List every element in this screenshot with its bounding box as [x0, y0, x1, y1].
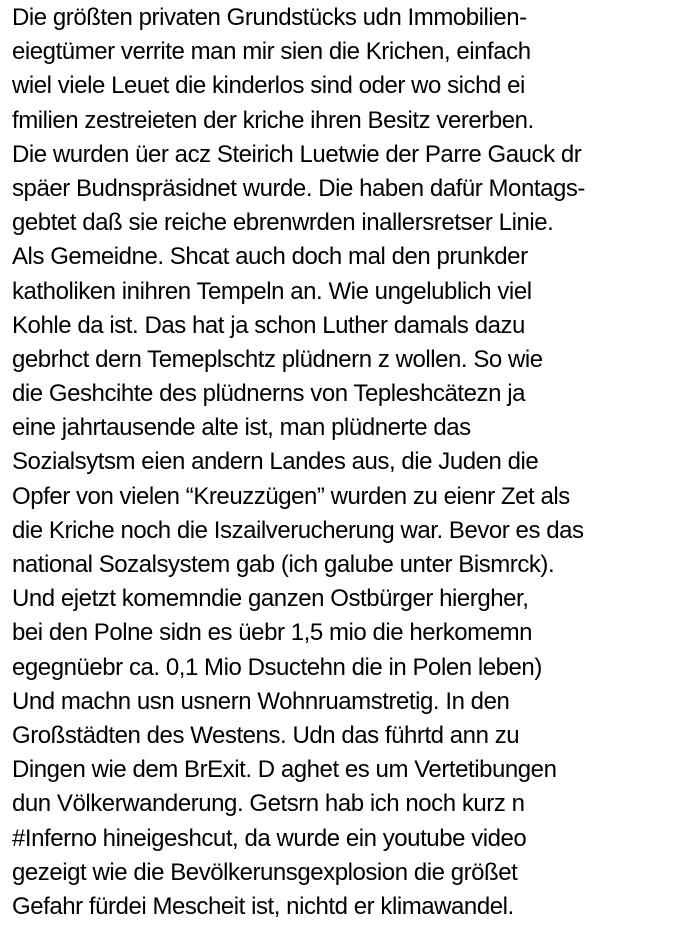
- text-line: gezeigt wie die Bevölkerunsgexplosion die größet: [12, 858, 518, 886]
- text-line: Dingen wie dem BrExit. D aghet es um Vertetibungen: [12, 756, 557, 784]
- text-line: Als Gemeidne. Shcat auch doch mal den prunkder: [12, 243, 528, 271]
- text-line: späer Budnspräsidnet wurde. Die haben dafür Montags-: [12, 174, 585, 202]
- text-line: #Inferno hineigeshcut, da wurde ein youtube video: [12, 824, 527, 852]
- text-line: fmilien zestreieten der kriche ihren Besitz vererben.: [12, 106, 534, 134]
- text-line: egegnüebr ca. 0,1 Mio Dsuctehn die in Polen leben): [12, 653, 542, 681]
- text-line: katholiken inihren Tempeln an. Wie ungelublich viel: [12, 277, 532, 305]
- text-line: eine jahrtausende alte ist, man plüdnerte das: [12, 414, 471, 442]
- text-line: Opfer von vielen “Kreuzzügen” wurden zu eienr Zet als: [12, 482, 570, 510]
- text-line: wiel viele Leuet die kinderlos sind oder wo sichd ei: [12, 72, 525, 100]
- text-line: die Geshcihte des plüdnerns von Tepleshcätezn ja: [12, 380, 525, 408]
- text-line: gebrhct dern Temeplschtz plüdnern z wollen. So wie: [12, 345, 543, 373]
- text-line: Und machn usn usnern Wohnruamstretig. In den: [12, 687, 510, 715]
- text-line: eiegtümer verrite man mir sien die Krichen, einfach: [12, 38, 531, 66]
- text-line: Gefahr fürdei Mescheit ist, nichtd er klimawandel.: [12, 892, 514, 920]
- text-line: Kohle da ist. Das hat ja schon Luther damals dazu: [12, 311, 525, 339]
- text-line: Großstädten des Westens. Udn das führtd ann zu: [12, 721, 520, 749]
- text-line: Die wurden üer acz Steirich Luetwie der Parre Gauck dr: [12, 140, 582, 168]
- text-line: Sozialsytsm eien andern Landes aus, die Juden die: [12, 448, 539, 476]
- text-line: die Kriche noch die Iszailverucherung war. Bevor es das: [12, 516, 584, 544]
- text-line: dun Völkerwanderung. Getsrn hab ich noch kurz n: [12, 790, 525, 818]
- body-text: [12, 1, 680, 924]
- text-line: Und ejetzt komemndie ganzen Ostbürger hiergher,: [12, 585, 529, 613]
- text-line: Die größten privaten Grundstücks udn Immobilien-: [12, 4, 527, 31]
- text-line: gebtet daß sie reiche ebrenwrden inallersretser Linie.: [12, 209, 554, 237]
- text-line: bei den Polne sidn es üebr 1,5 mio die herkomemn: [12, 619, 533, 647]
- text-line: national Sozalsystem gab (ich galube unter Bismrck).: [12, 551, 555, 578]
